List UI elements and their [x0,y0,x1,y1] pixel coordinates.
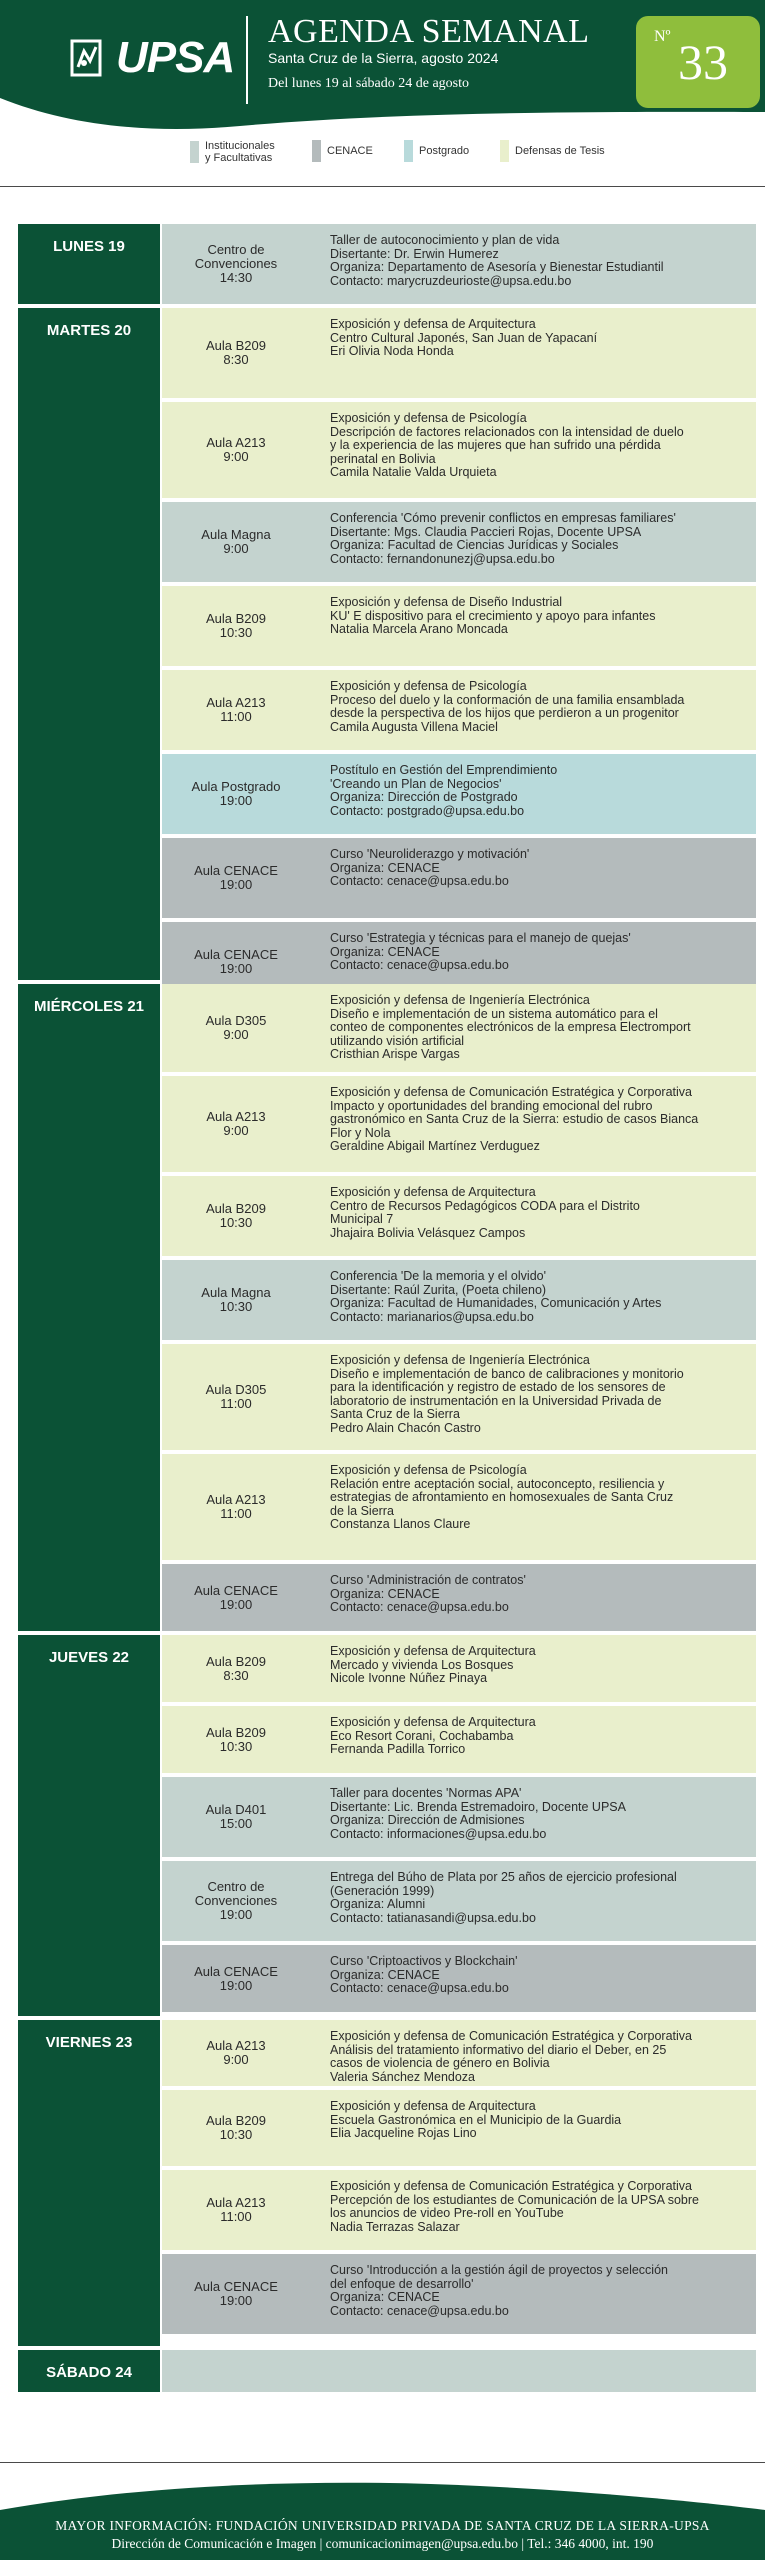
event-line: Entrega del Búho de Plata por 25 años de ejercicio profesional [330,1871,677,1884]
event-place-time: Aula Magna 10:30 [201,1285,271,1314]
event-row [162,308,756,398]
event-line: Diseño e implementación de un sistema automático para el [330,1007,658,1021]
footer-info-line: MAYOR INFORMACIÓN: FUNDACIÓN UNIVERSIDAD PRIVADA DE SANTA CRUZ DE LA SIERRA-UPSA [55,2518,710,2533]
event-line: Postítulo en Gestión del Emprendimiento [330,764,558,777]
event-description [330,2264,748,2318]
event-description [330,1716,748,1757]
event-line: Nicole Ivonne Núñez Pinaya [330,1672,488,1685]
event-description [330,994,748,1062]
category-legend [0,140,765,174]
event-place-time: Aula B209 10:30 [206,1201,266,1230]
event-row [162,402,756,498]
day-block [18,2350,756,2392]
event-description [330,234,748,288]
event-line: Contacto: cenace@upsa.edu.bo [330,959,509,972]
event-line: Contacto: postgrado@upsa.edu.bo [330,804,525,818]
legend-swatch [312,140,321,162]
event-line: Exposición y defensa de Comunicación Estratégica y Corporativa [330,2180,692,2193]
event-row [162,754,756,834]
event-line: Organiza: CENACE [330,1587,440,1601]
event-row [162,586,756,666]
event-line: gastronómico en Santa Cruz de la Sierra: estudio de casos Bianca [330,1113,699,1126]
event-place-time: Aula A213 11:00 [206,695,266,724]
event-line: Exposición y defensa de Ingeniería Electrónica [330,994,590,1007]
event-description [330,512,748,566]
event-line: Eri Olivia Noda Honda [330,345,454,358]
event-place-time: Aula A213 9:00 [206,1109,266,1138]
event-place-time: Aula CENACE 19:00 [194,863,278,892]
event-place-time: Aula CENACE 19:00 [194,947,278,976]
event-place-time: Aula Magna 9:00 [201,527,271,556]
event-line: Escuela Gastronómica en el Municipio de la Guardia [330,2113,622,2127]
event-description [330,318,748,359]
event-line: Taller para docentes 'Normas APA' [330,1787,522,1800]
footer-contact-line: Dirección de Comunicación e Imagen | comunicacionimagen@upsa.edu.bo | Tel.: 346 4000, int. 190 [111,2536,654,2551]
event-line: Conferencia 'De la memoria y el olvido' [330,1270,546,1283]
event-description [330,1086,748,1154]
event-place-time: Aula B209 8:30 [206,1653,266,1683]
event-line: Pedro Alain Chacón Castro [330,1421,481,1435]
event-line: Mercado y vivienda Los Bosques [330,1658,514,1672]
event-place-time: Aula A213 11:00 [206,2195,266,2224]
event-line: Organiza: Departamento de Asesoría y Bienestar Estudiantil [330,261,664,274]
event-line: Santa Cruz de la Sierra [330,1408,460,1421]
event-line: perinatal en Bolivia [330,452,436,466]
event-line: (Generación 1999) [330,1884,435,1898]
day-label: LUNES 19 [18,224,160,304]
event-line: Exposición y defensa de Comunicación Estratégica y Corporativa [330,1086,692,1099]
event-line: Organiza: Facultad de Humanidades, Comunicación y Artes [330,1297,662,1310]
event-line: Organiza: CENACE [330,1968,440,1982]
event-row [162,2350,756,2392]
day-label: VIERNES 23 [18,2020,160,2346]
event-row [162,984,756,1072]
event-row [162,1706,756,1773]
event-line: Elia Jacqueline Rojas Lino [330,2127,477,2140]
event-line: Proceso del duelo y la conformación de una familia ensamblada [330,693,685,707]
event-line: Exposición y defensa de Ingeniería Electrónica [330,1354,590,1367]
event-line: desde la perspectiva de los hijos que perdieron a un progenitor [330,707,679,720]
event-description [330,2100,748,2141]
date-range: Del lunes 19 al sábado 24 de agosto [268,76,470,91]
event-row [162,1076,756,1172]
page-footer [0,2480,765,2560]
legend-label: Defensas de Tesis [515,145,605,157]
event-description [330,1955,748,1996]
event-line: Fernanda Padilla Torrico [330,1743,466,1756]
event-description [330,412,748,480]
legend-swatch [500,140,509,162]
event-line: Exposición y defensa de Arquitectura [330,2100,536,2113]
event-line: utilizando visión artificial [330,1034,465,1048]
event-line: Camila Natalie Valda Urquieta [330,466,497,479]
event-line: de la Sierra [330,1504,394,1518]
event-row [162,224,756,304]
event-line: Municipal 7 [330,1213,394,1226]
event-line: Contacto: fernandonunezj@upsa.edu.bo [330,552,555,566]
event-place-time: Aula B209 8:30 [206,338,266,367]
event-line: Análisis del tratamiento informativo del diario el Deber, en 25 [330,2043,667,2057]
event-description [330,1354,748,1435]
event-line: Taller de autoconocimiento y plan de vida [330,234,560,247]
event-line: del enfoque de desarrollo' [330,2277,474,2291]
header-divider [246,16,248,104]
event-description [330,596,748,637]
issue-badge [636,16,760,108]
event-row [162,1260,756,1340]
day-block [18,984,756,1631]
event-line: Exposición y defensa de Arquitectura [330,1186,536,1199]
event-place-time: Aula CENACE 19:00 [194,1963,278,1993]
event-description [330,1186,748,1240]
event-line: Cristhian Arispe Vargas [330,1048,460,1061]
event-line: Curso 'Administración de contratos' [330,1574,526,1587]
event-description [330,1645,748,1686]
event-place-time: Aula A213 11:00 [206,1492,266,1521]
event-line: Impacto y oportunidades del branding emocional del rubro [330,1099,653,1113]
event-line: Jhajaira Bolivia Velásquez Campos [330,1226,526,1240]
page-title: AGENDA SEMANAL [268,13,590,50]
event-place-time: Aula D305 9:00 [205,1013,267,1042]
event-line: Curso 'Criptoactivos y Blockchain' [330,1955,518,1968]
event-line: laboratorio de instrumentación en la Universidad Privada de [330,1394,662,1408]
event-line: y la experiencia de las mujeres que han sufrido una pérdida [330,439,661,452]
event-row [162,2090,756,2166]
legend-swatch [190,141,199,163]
event-line: Organiza: Alumni [330,1898,426,1911]
event-line: Contacto: marycruzdeurioste@upsa.edu.bo [330,274,572,288]
event-description [330,2180,748,2234]
event-line: Nadia Terrazas Salazar [330,2220,460,2234]
upsa-emblem-icon [70,37,112,79]
event-line: 'Creando un Plan de Negocios' [330,777,502,791]
event-line: Contacto: marianarios@upsa.edu.bo [330,1310,534,1324]
event-line: Organiza: Dirección de Postgrado [330,791,518,804]
event-place-time [162,2350,310,2392]
event-line: Exposición y defensa de Comunicación Estratégica y Corporativa [330,2030,692,2043]
event-line: Organiza: CENACE [330,2291,440,2304]
event-line: Curso 'Neuroliderazgo y motivación' [330,848,530,861]
day-block [18,1635,756,2016]
logo-text: UPSA [116,33,235,82]
event-row [162,1777,756,1857]
event-description [330,1574,748,1615]
event-line: Exposición y defensa de Psicología [330,680,527,693]
day-label: SÁBADO 24 [18,2350,160,2392]
event-row [162,838,756,918]
issue-number: 33 [678,34,728,90]
legend-swatch [404,140,413,162]
event-row [162,1454,756,1560]
event-line: estrategias de afrontamiento en homosexuales de Santa Cruz [330,1491,674,1504]
event-row [162,2020,756,2086]
event-description [330,1464,748,1532]
legend-label: Postgrado [419,145,470,157]
event-row [162,670,756,750]
issue-label: Nº [654,28,671,45]
event-line: Contacto: tatianasandi@upsa.edu.bo [330,1911,536,1925]
footer-divider [0,2462,765,2463]
event-place-time: Aula CENACE 19:00 [194,2279,278,2308]
event-description [330,1871,748,1925]
event-description [330,848,748,889]
legend-label: CENACE [327,145,373,157]
event-line: Contacto: cenace@upsa.edu.bo [330,875,509,888]
event-description [330,932,748,973]
event-line: Exposición y defensa de Arquitectura [330,1716,536,1729]
legend-item-postgrado [404,140,469,162]
event-line: Diseño e implementación de banco de calibraciones y monitorio [330,1367,684,1381]
event-line: Disertante: Raúl Zurita, (Poeta chileno) [330,1283,547,1297]
event-row [162,1344,756,1450]
event-place-time: Aula Postgrado 19:00 [191,779,281,808]
legend-divider [0,186,765,187]
legend-label: Institucionales y Facultativas [205,140,275,164]
event-line: para la identificación y registro de estado de los sensores de [330,1381,666,1394]
event-line: Disertante: Lic. Brenda Estremadoiro, Docente UPSA [330,1800,626,1814]
day-label: MARTES 20 [18,308,160,980]
event-line: Natalia Marcela Arano Moncada [330,623,508,636]
event-description [330,2030,748,2084]
event-line: Contacto: cenace@upsa.edu.bo [330,1601,509,1614]
event-description [330,764,748,818]
event-description [330,1270,748,1324]
event-row [162,1635,756,1702]
event-place-time: Aula A213 9:00 [206,2038,266,2067]
page-subtitle: Santa Cruz de la Sierra, agosto 2024 [268,50,499,66]
event-line: Exposición y defensa de Arquitectura [330,1645,536,1658]
event-line: Valeria Sánchez Mendoza [330,2070,475,2084]
event-place-time: Aula D401 15:00 [205,1802,267,1831]
event-line: Organiza: CENACE [330,861,440,875]
event-line: Curso 'Introducción a la gestión ágil de proyectos y selección [330,2264,668,2277]
event-line: Organiza: CENACE [330,945,440,959]
event-line: Exposición y defensa de Arquitectura [330,318,536,331]
event-line: Exposición y defensa de Psicología [330,412,527,425]
event-line: Conferencia 'Cómo prevenir conflictos en empresas familiares' [330,512,676,525]
page-header [0,0,765,130]
event-line: Flor y Nola [330,1126,391,1140]
event-line: Contacto: cenace@upsa.edu.bo [330,2304,509,2318]
event-line: Centro de Recursos Pedagógicos CODA para el Distrito [330,1199,640,1213]
event-line: Exposición y defensa de Psicología [330,1464,527,1477]
event-line: Contacto: cenace@upsa.edu.bo [330,1982,509,1995]
day-label: JUEVES 22 [18,1635,160,2016]
event-line: Geraldine Abigail Martínez Verduguez [330,1140,540,1153]
event-place-time: Aula B209 10:30 [206,1724,266,1754]
event-line: Organiza: Dirección de Admisiones [330,1814,525,1827]
day-block [18,2020,756,2346]
event-line: Curso 'Estrategia y técnicas para el manejo de quejas' [330,932,631,945]
event-row [162,2170,756,2250]
event-line: Eco Resort Corani, Cochabamba [330,1729,514,1743]
event-line: Relación entre aceptación social, autoconcepto, resiliencia y [330,1477,665,1491]
legend-item-institucionales [190,140,275,164]
event-row [162,1176,756,1256]
event-place-time: Aula B209 10:30 [206,2113,266,2142]
event-line: KU' E dispositivo para el crecimiento y apoyo para infantes [330,609,656,623]
upsa-logo [70,33,235,82]
event-place-time: Centro de Convenciones 19:00 [194,1879,278,1922]
day-label: MIÉRCOLES 21 [18,984,160,1631]
event-line: los anuncios de video Pre-roll en YouTube [330,2207,564,2220]
event-place-time: Centro de Convenciones 14:30 [194,242,278,285]
event-line: Camila Augusta Villena Maciel [330,720,498,734]
event-line: Descripción de factores relacionados con la intensidad de duelo [330,425,684,439]
event-place-time: Aula D305 11:00 [205,1382,267,1411]
event-line: Organiza: Facultad de Ciencias Jurídicas y Sociales [330,539,619,552]
event-row [162,502,756,582]
event-line: casos de violencia de género en Bolivia [330,2057,550,2070]
event-line: Disertante: Mgs. Claudia Paccieri Rojas, Docente UPSA [330,525,642,539]
event-description [330,1787,748,1841]
event-row [162,1945,756,2012]
event-line: conteo de componentes electrónicos de la empresa Electromport [330,1021,691,1034]
event-place-time: Aula B209 10:30 [206,611,266,640]
event-line: Contacto: informaciones@upsa.edu.bo [330,1827,547,1841]
event-line: Percepción de los estudiantes de Comunicación de la UPSA sobre [330,2193,699,2207]
event-row [162,2254,756,2334]
event-line: Constanza Llanos Claure [330,1518,471,1531]
event-line: Exposición y defensa de Diseño Industrial [330,596,563,609]
day-block [18,308,756,980]
event-place-time: Aula A213 9:00 [206,435,266,464]
legend-item-tesis [500,140,605,162]
event-row [162,1564,756,1631]
event-line: Disertante: Dr. Erwin Humerez [330,247,499,261]
event-place-time: Aula CENACE 19:00 [194,1582,278,1612]
event-line: Centro Cultural Japonés, San Juan de Yapacaní [330,331,598,345]
event-row [162,1861,756,1941]
legend-item-cenace [312,140,373,162]
event-description [330,680,748,734]
day-block [18,224,756,304]
